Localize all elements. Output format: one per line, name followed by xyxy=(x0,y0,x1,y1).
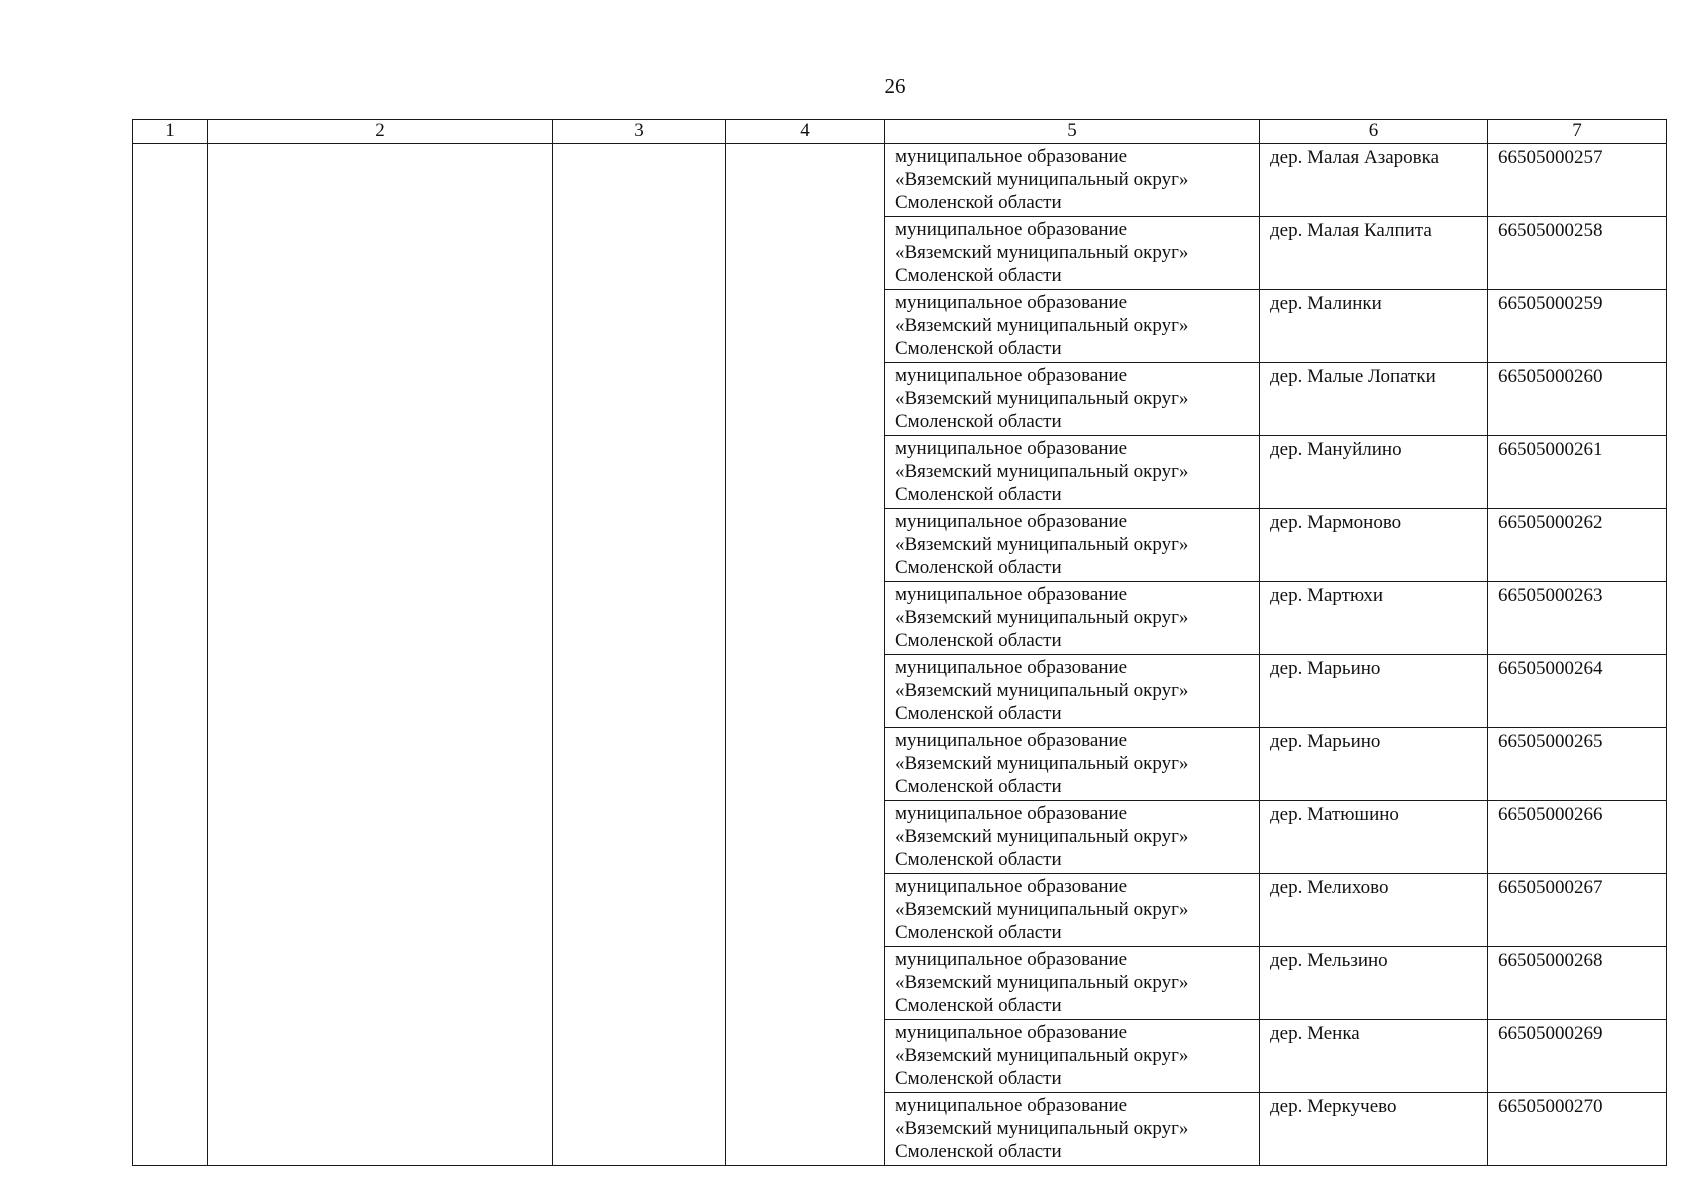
municipality-line1: муниципальное образование xyxy=(895,1022,1128,1043)
municipality-cell xyxy=(885,947,1260,1020)
settlement-cell: дер. Мануйлино xyxy=(1260,436,1488,509)
municipality-cell xyxy=(885,509,1260,582)
oktmo-code-cell: 66505000257 xyxy=(1488,144,1667,217)
settlement-cell: дер. Малая Азаровка xyxy=(1260,144,1488,217)
settlement-cell: дер. Мельзино xyxy=(1260,947,1488,1020)
column-4-cell xyxy=(726,144,885,1166)
municipality-line3: Смоленской области xyxy=(895,338,1062,359)
settlement-cell: дер. Малая Калпита xyxy=(1260,217,1488,290)
municipality-line1: муниципальное образование xyxy=(895,803,1128,824)
municipality-line3: Смоленской области xyxy=(895,630,1062,651)
settlement-cell: дер. Малые Лопатки xyxy=(1260,363,1488,436)
municipality-line3: Смоленской области xyxy=(895,411,1062,432)
municipality-line1: муниципальное образование xyxy=(895,730,1128,751)
municipality-cell xyxy=(885,217,1260,290)
municipality-line1: муниципальное образование xyxy=(895,511,1128,532)
municipality-line2: «Вяземский муниципальный округ» xyxy=(895,680,1189,701)
municipality-cell xyxy=(885,144,1260,217)
municipality-line2: «Вяземский муниципальный округ» xyxy=(895,315,1189,336)
municipality-line1: муниципальное образование xyxy=(895,584,1128,605)
municipality-line3: Смоленской области xyxy=(895,776,1062,797)
municipality-line3: Смоленской области xyxy=(895,1068,1062,1089)
municipality-line3: Смоленской области xyxy=(895,703,1062,724)
municipality-line2: «Вяземский муниципальный округ» xyxy=(895,461,1189,482)
municipality-line2: «Вяземский муниципальный округ» xyxy=(895,242,1189,263)
municipality-cell xyxy=(885,582,1260,655)
column-header-1: 1 xyxy=(133,120,208,144)
municipality-line3: Смоленской области xyxy=(895,192,1062,213)
table-header xyxy=(133,120,1667,144)
municipality-line2: «Вяземский муниципальный округ» xyxy=(895,899,1189,920)
oktmo-code-cell: 66505000268 xyxy=(1488,947,1667,1020)
municipality-line1: муниципальное образование xyxy=(895,292,1128,313)
oktmo-code-cell: 66505000258 xyxy=(1488,217,1667,290)
oktmo-code-cell: 66505000266 xyxy=(1488,801,1667,874)
municipality-line3: Смоленской области xyxy=(895,922,1062,943)
settlement-cell: дер. Мармоново xyxy=(1260,509,1488,582)
municipality-cell xyxy=(885,290,1260,363)
municipality-line2: «Вяземский муниципальный округ» xyxy=(895,753,1189,774)
oktmo-code-cell: 66505000260 xyxy=(1488,363,1667,436)
settlement-cell: дер. Меркучево xyxy=(1260,1093,1488,1166)
municipality-line2: «Вяземский муниципальный округ» xyxy=(895,607,1189,628)
column-header-5: 5 xyxy=(885,120,1260,144)
oktmo-code-cell: 66505000259 xyxy=(1488,290,1667,363)
oktmo-code-cell: 66505000265 xyxy=(1488,728,1667,801)
settlement-cell: дер. Мелихово xyxy=(1260,874,1488,947)
municipality-cell xyxy=(885,874,1260,947)
oktmo-code-cell: 66505000261 xyxy=(1488,436,1667,509)
municipality-line1: муниципальное образование xyxy=(895,876,1128,897)
municipality-line3: Смоленской области xyxy=(895,557,1062,578)
column-3-cell xyxy=(553,144,726,1166)
settlement-cell: дер. Малинки xyxy=(1260,290,1488,363)
municipality-line2: «Вяземский муниципальный округ» xyxy=(895,826,1189,847)
municipality-line3: Смоленской области xyxy=(895,995,1062,1016)
settlement-cell: дер. Матюшино xyxy=(1260,801,1488,874)
municipality-cell xyxy=(885,728,1260,801)
settlement-cell: дер. Марьино xyxy=(1260,655,1488,728)
oktmo-code-cell: 66505000263 xyxy=(1488,582,1667,655)
municipality-line1: муниципальное образование xyxy=(895,219,1128,240)
municipality-cell xyxy=(885,436,1260,509)
municipality-line1: муниципальное образование xyxy=(895,657,1128,678)
column-header-6: 6 xyxy=(1260,120,1488,144)
municipality-cell xyxy=(885,655,1260,728)
municipality-line3: Смоленской области xyxy=(895,265,1062,286)
oktmo-code-cell: 66505000269 xyxy=(1488,1020,1667,1093)
municipality-line3: Смоленской области xyxy=(895,484,1062,505)
settlement-cell: дер. Марьино xyxy=(1260,728,1488,801)
municipality-line3: Смоленской области xyxy=(895,849,1062,870)
table-row xyxy=(133,144,1667,217)
municipality-line1: муниципальное образование xyxy=(895,146,1128,167)
municipality-line1: муниципальное образование xyxy=(895,949,1128,970)
column-2-cell xyxy=(208,144,553,1166)
column-header-3: 3 xyxy=(553,120,726,144)
municipality-line2: «Вяземский муниципальный округ» xyxy=(895,534,1189,555)
municipality-line2: «Вяземский муниципальный округ» xyxy=(895,169,1189,190)
municipality-cell xyxy=(885,801,1260,874)
oktmo-code-cell: 66505000267 xyxy=(1488,874,1667,947)
settlement-cell: дер. Менка xyxy=(1260,1020,1488,1093)
municipality-cell xyxy=(885,363,1260,436)
column-1-cell xyxy=(133,144,208,1166)
municipality-line3: Смоленской области xyxy=(895,1141,1062,1162)
column-header-7: 7 xyxy=(1488,120,1667,144)
settlement-cell: дер. Мартюхи xyxy=(1260,582,1488,655)
oktmo-code-cell: 66505000270 xyxy=(1488,1093,1667,1166)
municipality-line1: муниципальное образование xyxy=(895,1095,1128,1116)
oktmo-code-cell: 66505000264 xyxy=(1488,655,1667,728)
municipality-line2: «Вяземский муниципальный округ» xyxy=(895,388,1189,409)
municipality-line1: муниципальное образование xyxy=(895,438,1128,459)
column-header-2: 2 xyxy=(208,120,553,144)
table-body xyxy=(133,144,1667,1166)
municipality-cell xyxy=(885,1093,1260,1166)
municipality-line2: «Вяземский муниципальный округ» xyxy=(895,1118,1189,1139)
municipality-cell xyxy=(885,1020,1260,1093)
page-number: 26 xyxy=(884,74,906,98)
oktmo-code-cell: 66505000262 xyxy=(1488,509,1667,582)
municipality-line2: «Вяземский муниципальный округ» xyxy=(895,1045,1189,1066)
municipality-line2: «Вяземский муниципальный округ» xyxy=(895,972,1189,993)
settlements-table xyxy=(132,119,1667,1166)
header-row xyxy=(133,120,1667,144)
column-header-4: 4 xyxy=(726,120,885,144)
municipality-line1: муниципальное образование xyxy=(895,365,1128,386)
